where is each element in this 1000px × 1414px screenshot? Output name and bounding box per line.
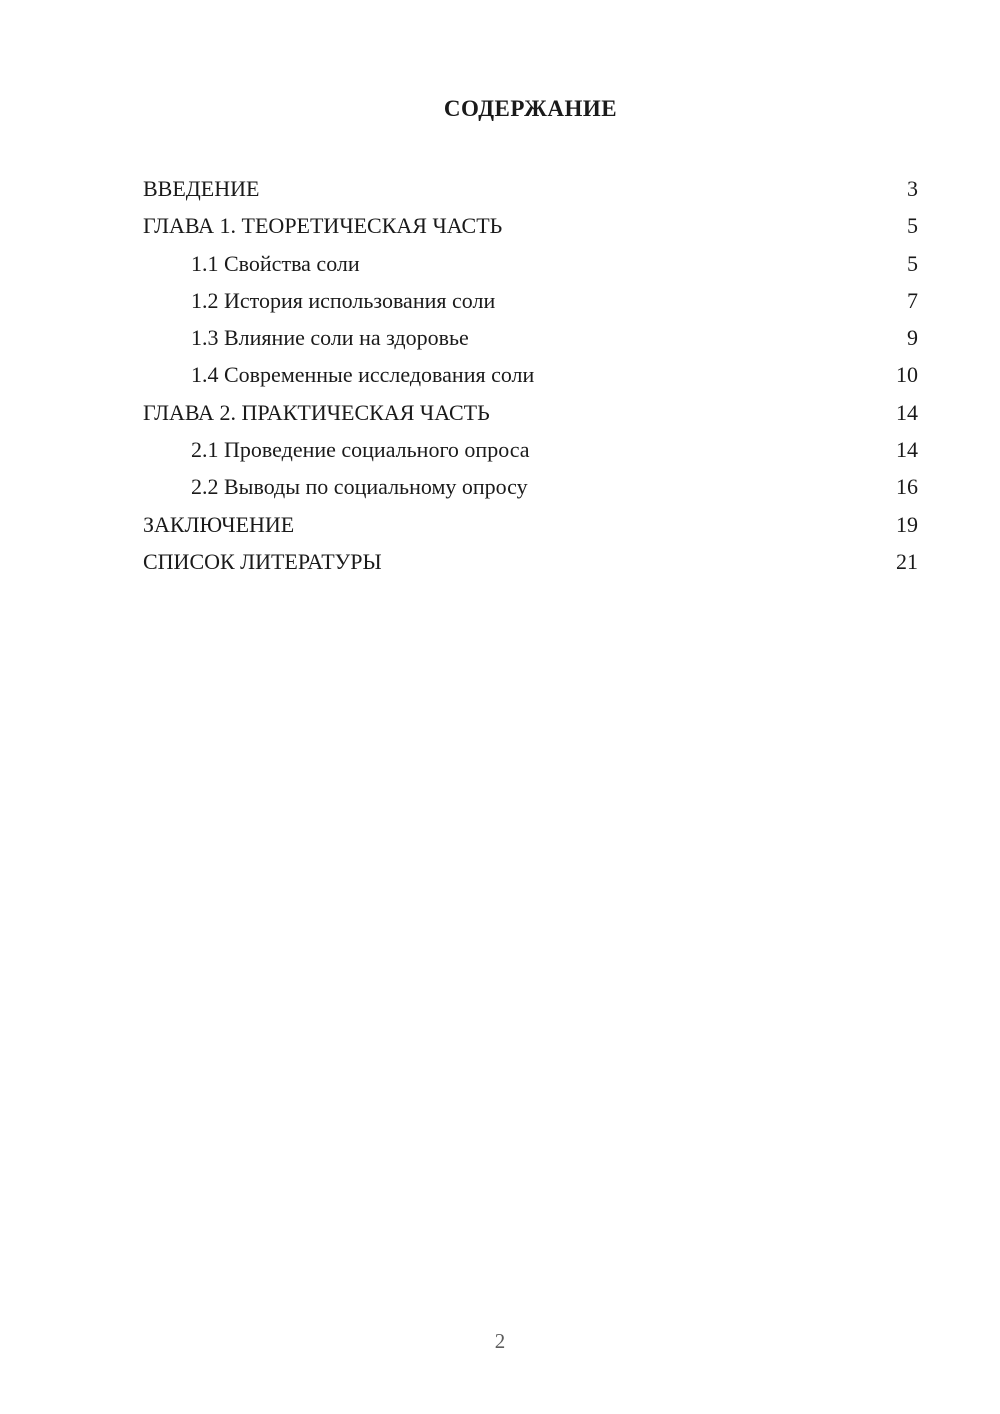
toc-entry: [143, 245, 918, 282]
toc-entry: [143, 319, 918, 356]
toc-entry: [143, 506, 918, 543]
toc-entry-page: 7: [907, 287, 918, 313]
toc-entry-label: ГЛАВА 2. ПРАКТИЧЕСКАЯ ЧАСТЬ: [143, 399, 490, 425]
toc-entry-page: 3: [907, 176, 918, 201]
toc-entry-label: СПИСОК ЛИТЕРАТУРЫ: [143, 548, 382, 574]
toc-entry-label: ГЛАВА 1. ТЕОРЕТИЧЕСКАЯ ЧАСТЬ: [143, 213, 503, 239]
toc-entry: [143, 394, 918, 431]
table-of-contents: [143, 170, 918, 580]
toc-entry: [143, 282, 918, 319]
toc-entry: [143, 543, 918, 580]
toc-entry-page: 14: [896, 399, 918, 425]
toc-entry-page: 21: [896, 548, 918, 574]
toc-entry-page: 9: [907, 325, 918, 351]
toc-entry-label: 2.1 Проведение социального опроса: [191, 437, 530, 463]
toc-entry-label: ЗАКЛЮЧЕНИЕ: [143, 511, 295, 537]
toc-entry-label: 2.2 Выводы по социальному опросу: [191, 474, 528, 500]
toc-entry-page: 10: [896, 362, 918, 388]
toc-entry-page: 5: [907, 213, 918, 239]
toc-entry-label: 1.1 Свойства соли: [191, 250, 360, 276]
toc-entry-label: 1.2 История использования соли: [191, 287, 496, 313]
toc-entry-label: 1.3 Влияние соли на здоровье: [191, 325, 469, 351]
footer-page-number: 2: [494, 1329, 506, 1353]
content-area: [143, 0, 918, 580]
toc-entry-page: 19: [896, 511, 918, 537]
toc-entry: [143, 170, 918, 207]
toc-entry: [143, 207, 918, 244]
toc-entry-page: 16: [896, 474, 918, 500]
toc-entry: [143, 431, 918, 468]
toc-entry-page: 14: [896, 437, 918, 463]
toc-entry-label: 1.4 Современные исследования соли: [191, 362, 535, 388]
toc-entry: [143, 356, 918, 393]
toc-entry-page: 5: [907, 250, 918, 276]
toc-entry: [143, 468, 918, 505]
toc-entry-label: ВВЕДЕНИЕ: [143, 176, 260, 201]
page-title: СОДЕРЖАНИЕ: [443, 96, 618, 121]
